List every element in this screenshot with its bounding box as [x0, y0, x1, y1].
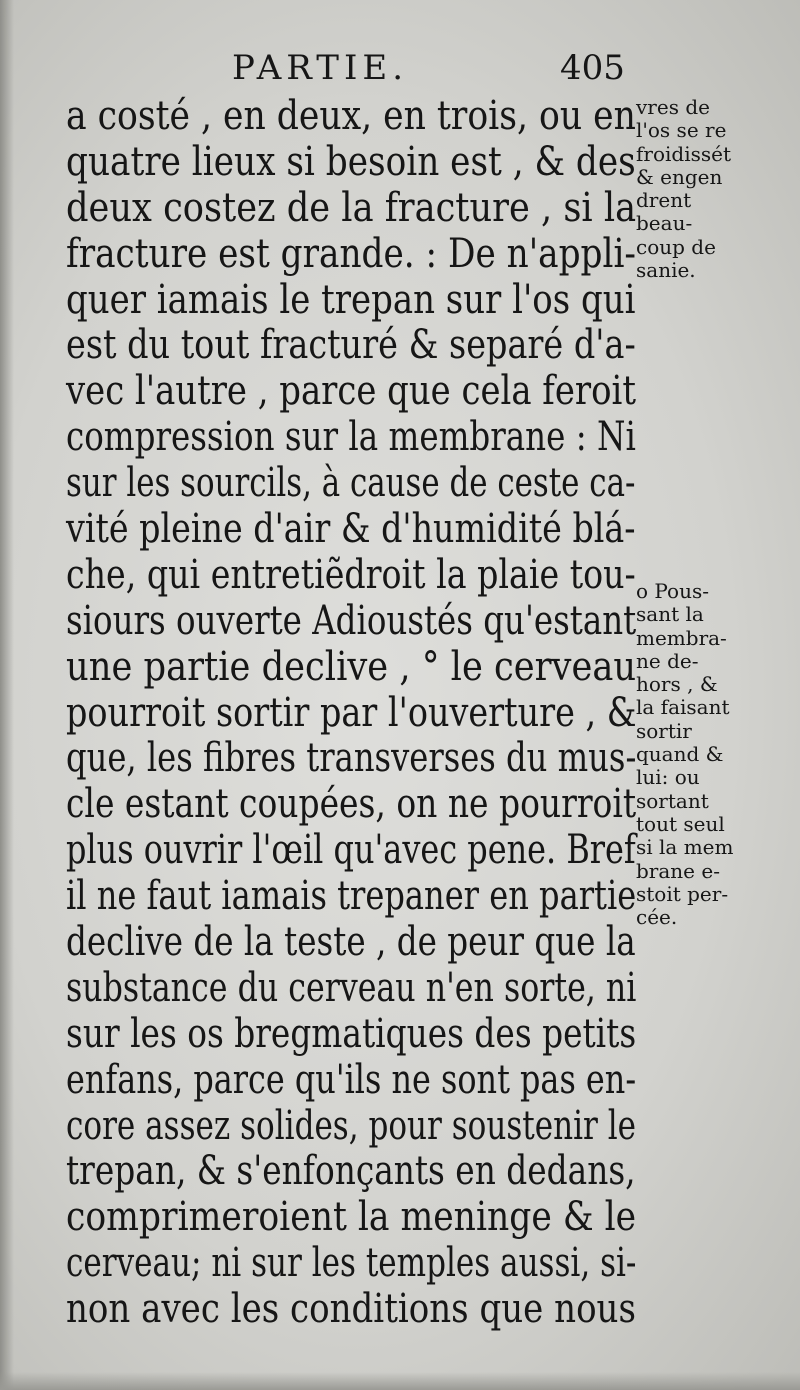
page-header — [0, 44, 800, 94]
text-line: siours ouverte Adioustés qu'estant — [66, 597, 637, 644]
margin-note-line: sortant — [636, 788, 709, 813]
text-line: pourroit sortir par l'ouverture , & — [66, 689, 637, 736]
text-line: cle estant coupées, on ne pourroit — [66, 781, 637, 828]
margin-note-line: lui: ou — [636, 765, 700, 790]
text-line: est du tout fracturé & separé d'a- — [66, 322, 636, 369]
margin-note-line: sanie. — [636, 258, 696, 283]
text-line: substance du cerveau n'en sorte, ni — [66, 964, 637, 1011]
text-line: che, qui entretiẽdroit la plaie tou- — [66, 551, 636, 598]
margin-note-bottom — [636, 580, 796, 929]
margin-note-line: brane e- — [636, 858, 720, 883]
text-line: enfans, parce qu'ils ne sont pas en- — [66, 1056, 637, 1103]
margin-note-line: sant la — [636, 602, 704, 627]
margin-note-line: stoit per- — [636, 881, 729, 906]
margin-note-line: drent — [636, 188, 692, 213]
text-line: a costé , en deux, en trois, ou en — [66, 93, 636, 139]
text-line: compression sur la membrane : Ni — [66, 414, 636, 461]
margin-note-line: ne de- — [636, 648, 699, 673]
text-line: trepan, & s'enfonçants en dedans, — [66, 1148, 636, 1195]
margin-note-line: quand & — [636, 742, 724, 767]
text-line: non avec les conditions que nous — [66, 1286, 636, 1333]
margin-note-top — [636, 96, 796, 282]
margin-note-line: beau- — [636, 211, 693, 236]
main-text-block — [66, 94, 636, 1333]
text-line: il ne faut iamais trepaner en partie — [66, 873, 637, 920]
margin-note-line: & engen — [636, 164, 723, 189]
margin-note-line: vres de — [636, 95, 710, 119]
text-line: quer iamais le trepan sur l'os qui — [66, 276, 636, 323]
text-line: vec l'autre , parce que cela feroit — [66, 368, 636, 415]
margin-note-line: cée. — [636, 905, 678, 930]
margin-note-line: la faisant — [636, 695, 730, 720]
text-line: deux costez de la fracture , si la — [66, 184, 637, 231]
margin-note-line: l'os se re — [636, 118, 727, 143]
text-line: sur les os bregmatiques des petits — [66, 1010, 637, 1057]
text-line: declive de la teste , de peur que la — [66, 919, 636, 966]
margin-note-line: froidissét — [636, 141, 731, 166]
page-number: 405 — [560, 48, 625, 88]
text-line: vité pleine d'air & d'humidité blá- — [66, 506, 636, 553]
text-line: fracture est grande. : De n'appli- — [66, 230, 637, 277]
text-line: que, les fibres transverses du mus- — [66, 735, 637, 782]
text-line: plus ouvrir l'œil qu'avec pene. Bref — [66, 827, 636, 874]
margin-note-line: tout seul — [636, 811, 725, 836]
margin-note-line: coup de — [636, 234, 716, 259]
text-line: comprimeroient la meninge & le — [66, 1194, 637, 1241]
text-line: quatre lieux si besoin est , & des — [66, 138, 636, 185]
text-line: une partie declive , ° le cerveau — [66, 643, 637, 690]
margin-note-line: membra- — [636, 625, 727, 650]
text-line: sur les sourcils, à cause de ceste ca- — [66, 460, 636, 507]
margin-note-line: si la mem — [636, 835, 734, 860]
page-bottom-shadow — [0, 1372, 800, 1390]
running-title: PARTIE. — [232, 48, 409, 88]
margin-note-line: sortir — [636, 718, 692, 743]
text-line: core assez solides, pour soustenir le — [66, 1102, 637, 1149]
margin-note-line: hors , & — [636, 672, 718, 697]
text-line: cerveau; ni sur les temples aussi, si- — [66, 1240, 637, 1287]
page-edge-shadow — [0, 0, 14, 1390]
margin-note-line: o Pous- — [636, 579, 709, 603]
